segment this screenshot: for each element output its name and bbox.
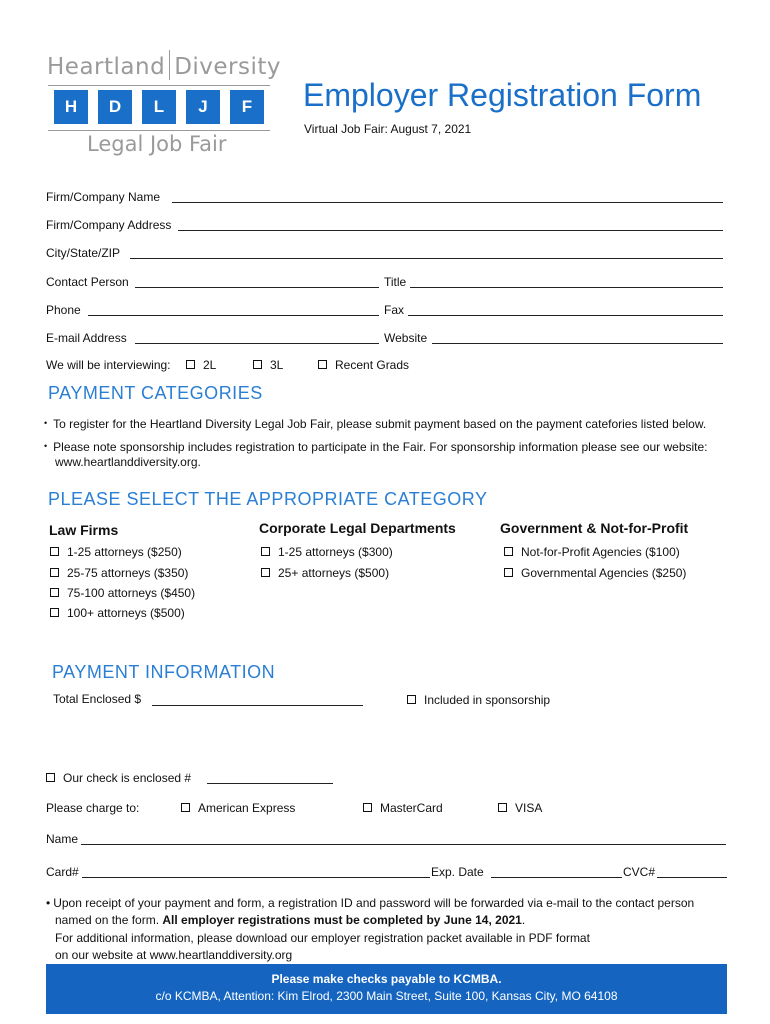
option-label: Included in sponsorship [424, 693, 551, 707]
website-field[interactable] [432, 343, 723, 344]
note-line-3: For additional information, please download our employer registration packet available in PDF format [55, 931, 590, 945]
check-number-field[interactable] [207, 783, 333, 784]
phone-field[interactable] [88, 315, 379, 316]
logo [44, 46, 282, 164]
exp-date-label: Exp. Date [431, 865, 484, 879]
logo-separator [169, 50, 170, 80]
option-label: 100+ attorneys ($500) [67, 606, 185, 620]
checkbox-icon[interactable] [50, 547, 59, 556]
page-subtitle: Virtual Job Fair: August 7, 2021 [304, 122, 472, 136]
charge-to-label: Please charge to: [46, 801, 140, 815]
company-name-field[interactable] [172, 202, 723, 203]
website-label: Website [384, 331, 428, 345]
note-text: named on the form. [55, 913, 163, 927]
checkbox-icon[interactable] [498, 803, 507, 812]
logo-top-rule [48, 85, 270, 86]
fax-field[interactable] [408, 315, 723, 316]
bullet-sponsorship [44, 439, 708, 454]
page-title: Employer Registration Form [303, 77, 702, 113]
option-label: 25-75 attorneys ($350) [67, 566, 189, 580]
title-field[interactable] [410, 287, 723, 288]
total-enclosed-label: Total Enclosed $ [53, 692, 142, 706]
law-firm-option[interactable] [50, 545, 182, 559]
logo-letter-j: J [186, 90, 220, 124]
fax-label: Fax [384, 303, 405, 317]
logo-word-diversity: Diversity [174, 54, 282, 80]
company-address-field[interactable] [178, 230, 723, 231]
city-state-zip-label: City/State/ZIP [46, 246, 121, 260]
bullet-text: Please note sponsorship includes registration to participate in the Fair. For sponsorship information please see our website: [53, 440, 708, 454]
email-field[interactable] [135, 343, 379, 344]
checkbox-icon[interactable] [50, 608, 59, 617]
phone-label: Phone [46, 303, 81, 317]
note-line-2 [55, 913, 525, 927]
bullet-icon: • [44, 418, 48, 428]
deadline-text: All employer registrations must be completed by June 14, 2021 [162, 913, 522, 927]
government-option[interactable] [504, 566, 686, 580]
contact-person-field[interactable] [135, 287, 379, 288]
checkbox-icon[interactable] [318, 360, 327, 369]
checkbox-icon[interactable] [504, 547, 513, 556]
government-heading: Government & Not-for-Profit [500, 520, 689, 536]
exp-date-field[interactable] [491, 877, 622, 878]
select-category-heading: PLEASE SELECT THE APPROPRIATE CATEGORY [48, 489, 488, 509]
option-label: 1-25 attorneys ($250) [67, 545, 182, 559]
logo-wordmark [47, 50, 281, 80]
city-state-zip-field[interactable] [130, 258, 723, 259]
bullet-icon: • [44, 441, 48, 451]
checkbox-icon[interactable] [253, 360, 262, 369]
option-label: Our check is enclosed # [63, 771, 192, 785]
corporate-option[interactable] [261, 545, 393, 559]
bullet-text: To register for the Heartland Diversity Legal Job Fair, please submit payment based on the payment catefories listed below. [53, 417, 707, 431]
interview-2l-option[interactable] [186, 358, 216, 372]
payment-information-heading: PAYMENT INFORMATION [52, 662, 276, 682]
checkbox-icon[interactable] [181, 803, 190, 812]
option-label: 2L [203, 358, 217, 372]
included-sponsorship-option[interactable] [407, 693, 550, 707]
name-label: Name [46, 832, 79, 846]
law-firm-option[interactable] [50, 566, 188, 580]
name-field[interactable] [81, 844, 726, 845]
bullet-icon: • [46, 896, 51, 910]
interviewing-label: We will be interviewing: [46, 358, 171, 372]
interview-recent-grads-option[interactable] [318, 358, 409, 372]
cvc-label: CVC# [623, 865, 656, 879]
logo-word-heartland: Heartland [47, 54, 166, 80]
option-label: VISA [515, 801, 543, 815]
title-label: Title [384, 275, 407, 289]
note-text: Upon receipt of your payment and form, a registration ID and password will be forwarded via e-mail to the contact person [53, 896, 695, 910]
corporate-option[interactable] [261, 566, 389, 580]
logo-letter-l: L [142, 90, 176, 124]
visa-option[interactable] [498, 801, 542, 815]
payment-categories-heading: PAYMENT CATEGORIES [48, 383, 263, 403]
option-label: 25+ attorneys ($500) [278, 566, 390, 580]
mastercard-option[interactable] [363, 801, 443, 815]
logo-letter-h: H [54, 90, 88, 124]
option-label: American Express [198, 801, 296, 815]
company-address-label: Firm/Company Address [46, 218, 172, 232]
total-enclosed-field[interactable] [152, 705, 363, 706]
option-label: 75-100 attorneys ($450) [67, 586, 196, 600]
option-label: Governmental Agencies ($250) [521, 566, 687, 580]
option-label: Recent Grads [335, 358, 410, 372]
checkbox-icon[interactable] [50, 588, 59, 597]
checkbox-icon[interactable] [46, 773, 55, 782]
bullet-register [44, 416, 706, 431]
logo-letter-d: D [98, 90, 132, 124]
option-label: 1-25 attorneys ($300) [278, 545, 393, 559]
law-firm-option[interactable] [50, 586, 195, 600]
company-name-label: Firm/Company Name [46, 190, 161, 204]
option-label: Not-for-Profit Agencies ($100) [521, 545, 680, 559]
email-label: E-mail Address [46, 331, 127, 345]
sponsorship-website: www.heartlanddiversity.org. [55, 455, 201, 469]
checkbox-icon[interactable] [261, 568, 270, 577]
option-label: MasterCard [380, 801, 443, 815]
note-text: . [521, 913, 526, 927]
footer-payable: Please make checks payable to KCMBA. [271, 972, 502, 986]
logo-subtitle: Legal Job Fair [87, 132, 227, 156]
cvc-field[interactable] [657, 877, 727, 878]
footer-banner [46, 964, 727, 1014]
law-firms-heading: Law Firms [49, 522, 119, 538]
contact-person-label: Contact Person [46, 275, 129, 289]
government-option[interactable] [504, 545, 680, 559]
checkbox-icon[interactable] [407, 695, 416, 704]
checkbox-icon[interactable] [261, 547, 270, 556]
corporate-heading: Corporate Legal Departments [259, 520, 456, 536]
note-line-1 [46, 896, 694, 910]
option-label: 3L [270, 358, 284, 372]
footer-address: c/o KCMBA, Attention: Kim Elrod, 2300 Main Street, Suite 100, Kansas City, MO 64108 [155, 989, 618, 1003]
checkbox-icon[interactable] [50, 568, 59, 577]
logo-bottom-rule [48, 130, 270, 131]
note-line-4: on our website at www.heartlanddiversity.org [55, 948, 293, 962]
checkbox-icon[interactable] [504, 568, 513, 577]
checkbox-icon[interactable] [186, 360, 195, 369]
checkbox-icon[interactable] [363, 803, 372, 812]
card-label: Card# [46, 865, 79, 879]
logo-letter-f: F [230, 90, 264, 124]
law-firm-option[interactable] [50, 606, 185, 620]
interview-3l-option[interactable] [253, 358, 283, 372]
card-number-field[interactable] [82, 877, 430, 878]
check-enclosed-option[interactable] [46, 771, 191, 785]
amex-option[interactable] [181, 801, 295, 815]
